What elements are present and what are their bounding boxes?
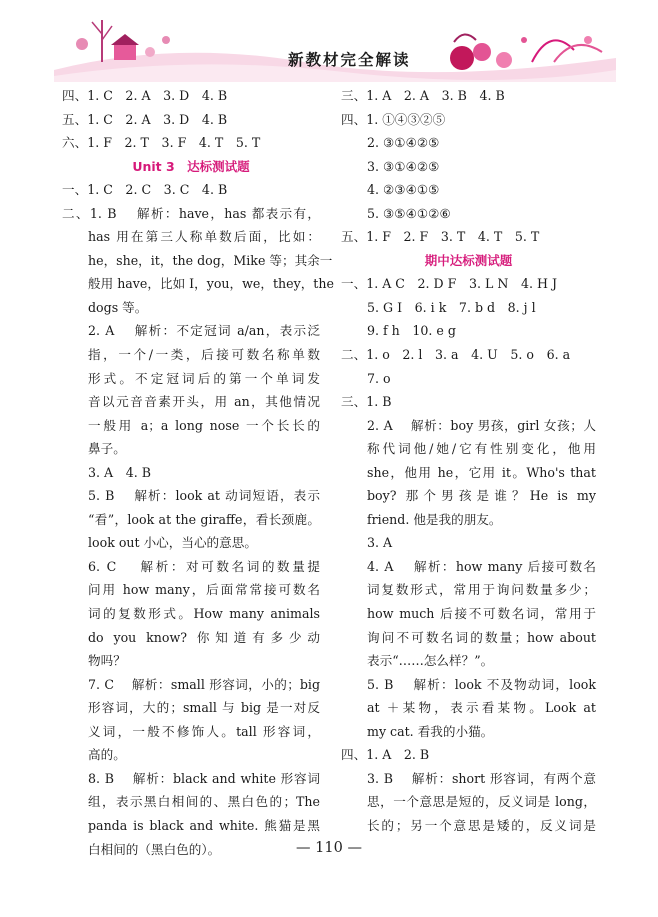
answer-line: 7. o	[367, 370, 391, 386]
answer-line: 一、1. C 2. C 3. C 4. B	[62, 182, 228, 198]
explanation-line: 白相间的（黑白色的）。	[88, 841, 221, 857]
answer-line: 5. ③⑤④①②⑥	[367, 205, 451, 221]
explanation-line: 指，一个/一类，后接可数名称单数	[88, 347, 320, 363]
answer-line: 四、1. A 2. B	[341, 747, 430, 763]
explanation-line: 思，一个意思是短的，反义词是 long，	[367, 794, 596, 810]
answer-line: 二、1. B 解析：have，has 都表示有，	[62, 205, 320, 221]
explanation-line: 形式。不定冠词后的第一个单词发	[88, 370, 320, 386]
answer-line: 3. B 解析：short 形容词，有两个意	[367, 770, 596, 786]
explanation-line: at ＋某物，表示看某物。Look at	[367, 700, 596, 716]
answer-line: 8. B 解析：black and white 形容词	[88, 770, 320, 786]
answer-line: 2. ③①④②⑤	[367, 135, 440, 151]
header-banner	[54, 0, 616, 82]
answer-line: 五、1. F 2. F 3. T 4. T 5. T	[341, 229, 540, 245]
answer-line: 六、1. F 2. T 3. F 4. T 5. T	[62, 135, 261, 151]
explanation-line: dogs 等。	[88, 299, 148, 315]
explanation-line: 般用 have，比如 I，you，we，they，the	[88, 276, 334, 292]
explanation-line: 音以元音音素开头，用 an，其他情况	[88, 394, 320, 410]
answer-line: 4. A 解析：how many 后接可数名	[367, 558, 596, 574]
answer-line: 5. G I 6. i k 7. b d 8. j l	[367, 299, 536, 315]
explanation-line: 鼻子。	[88, 441, 126, 457]
explanation-line: friend. 他是我的朋友。	[367, 511, 502, 527]
explanation-line: how much 后接不可数名词，常用于	[367, 606, 596, 622]
explanation-line: 组，表示黑白相间的、黑白色的；The	[88, 794, 320, 810]
explanation-line: “看”，look at the giraffe，看长颈鹿。	[88, 511, 320, 527]
section-heading-midterm: 期中达标测试题	[424, 252, 513, 268]
explanation-line: 长的；另一个意思是矮的，反义词是	[367, 817, 596, 833]
answer-line: 五、1. C 2. A 3. D 4. B	[62, 111, 228, 127]
answer-line: 6. C 解析：对可数名词的数量提	[88, 558, 320, 574]
explanation-line: boy? 那个男孩是谁？He is my	[367, 488, 596, 504]
answer-line: 4. ②③④①⑤	[367, 182, 440, 198]
answer-line: 3. A	[367, 535, 393, 551]
answer-line: 7. C 解析：small 形容词，小的；big	[88, 676, 320, 692]
explanation-line: 词的复数形式。How many animals	[88, 606, 320, 622]
explanation-line: 一般用 a；a long nose 一个长长的	[88, 417, 320, 433]
answer-line: 2. A 解析：不定冠词 a/an，表示泛	[88, 323, 320, 339]
explanation-line: 词复数形式，常用于询问数量多少；	[367, 582, 596, 598]
right-answer-column	[341, 84, 596, 838]
answer-line: 5. B 解析：look 不及物动词，look	[367, 676, 596, 692]
answer-line: 2. A 解析：boy 男孩，girl 女孩；人	[367, 417, 596, 433]
answer-line: 一、1. A C 2. D F 3. L N 4. H J	[341, 276, 558, 292]
answer-line: 二、1. o 2. l 3. a 4. U 5. o 6. a	[341, 347, 571, 363]
explanation-line: she，他用 he，它用 it。Who's that	[367, 464, 596, 480]
explanation-line: 高的。	[88, 747, 126, 763]
section-heading-unit3: Unit 3 达标测试题	[132, 158, 250, 174]
answer-line: 3. ③①④②⑤	[367, 158, 440, 174]
explanation-line: 义词，一般不修饰人。tall 形容词，	[88, 723, 320, 739]
explanation-line: has 用在第三人称单数后面，比如：	[88, 229, 320, 245]
explanation-line: 表示“……怎么样？”。	[367, 653, 494, 669]
page-number: — 110 —	[296, 840, 362, 856]
answer-line: 9. f h 10. e g	[367, 323, 456, 339]
explanation-line: do you know? 你知道有多少动	[88, 629, 320, 645]
explanation-line: 物吗？	[88, 653, 126, 669]
answer-line: 三、1. A 2. A 3. B 4. B	[341, 88, 505, 103]
answer-line: 5. B 解析：look at 动词短语，表示	[88, 488, 320, 504]
answer-line: 3. A 4. B	[88, 464, 151, 480]
explanation-line: he，she，it，the dog，Mike 等；其余一	[88, 252, 333, 268]
explanation-line: 询问不可数名词的数量；how about	[367, 629, 596, 645]
book-series-title: 新教材完全解读	[288, 51, 411, 69]
explanation-line: look out 小心，当心的意思。	[88, 535, 257, 551]
explanation-line: 称代词他/她/它有性别变化，他用	[367, 441, 596, 457]
explanation-line: 问用 how many，后面常常接可数名	[88, 582, 320, 598]
explanation-line: 形容词，大的；small 与 big 是一对反	[88, 700, 320, 716]
answer-line: 四、1. ①④③②⑤	[341, 111, 446, 127]
explanation-line: my cat. 看我的小猫。	[367, 723, 494, 739]
answer-line: 四、1. C 2. A 3. D 4. B	[62, 88, 228, 103]
explanation-line: panda is black and white. 熊猫是黑	[88, 817, 320, 833]
answer-line: 三、1. B	[341, 394, 392, 410]
